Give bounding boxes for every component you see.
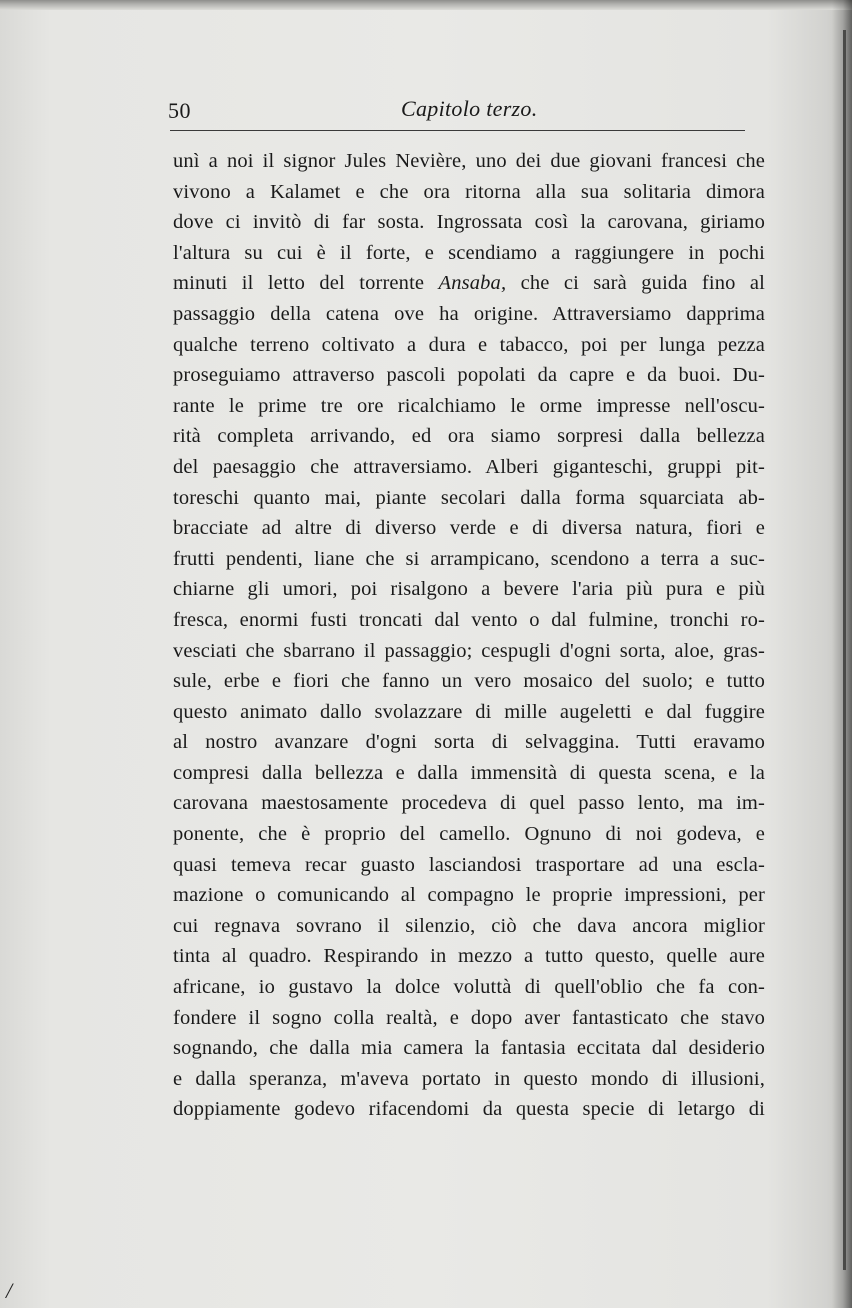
page-right-edge-shadow bbox=[832, 0, 852, 1308]
text-line: africane, io gustavo la dolce voluttà di quell'oblio che fa con- bbox=[173, 976, 765, 999]
italic-place-name: Ansaba, bbox=[438, 272, 507, 295]
text-line: mazione o comunicando al compagno le proprie impressioni, per bbox=[173, 884, 765, 907]
text-line bbox=[173, 268, 765, 299]
text-line: sognando, che dalla mia camera la fantasia eccitata dal desiderio bbox=[173, 1037, 765, 1060]
running-header bbox=[168, 96, 748, 130]
text-run: minuti il letto del torrente bbox=[173, 272, 439, 295]
page-top-edge bbox=[0, 0, 852, 10]
text-line: sule, erbe e fiori che fanno un vero mosaico del suolo; e tutto bbox=[173, 670, 765, 693]
page-number: 50 bbox=[168, 98, 191, 123]
running-title: Capitolo terzo. bbox=[401, 96, 538, 121]
text-line: bracciate ad altre di diverso verde e di diversa natura, fiori e bbox=[173, 517, 765, 540]
text-line: rità completa arrivando, ed ora siamo sorpresi dalla bellezza bbox=[173, 425, 765, 448]
text-line: chiarne gli umori, poi risalgono a bevere l'aria più pura e più bbox=[173, 578, 765, 601]
text-line: vivono a Kalamet e che ora ritorna alla sua solitaria dimora bbox=[173, 180, 765, 203]
header-rule bbox=[170, 130, 745, 131]
text-line: fondere il sogno colla realtà, e dopo aver fantasticato che stavo bbox=[173, 1006, 765, 1029]
text-line: toreschi quanto mai, piante secolari dalla forma squarciata ab- bbox=[173, 486, 765, 509]
text-line: frutti pendenti, liane che si arrampicano, scendono a terra a suc- bbox=[173, 547, 765, 570]
text-line: e dalla speranza, m'aveva portato in questo mondo di illusioni, bbox=[173, 1067, 765, 1090]
text-line: l'altura su cui è il forte, e scendiamo a raggiungere in pochi bbox=[173, 241, 765, 264]
text-line: unì a noi il signor Jules Nevière, uno dei due giovani francesi che bbox=[173, 150, 765, 172]
text-line: passaggio della catena ove ha origine. Attraversiamo dapprima bbox=[173, 302, 765, 325]
text-line: questo animato dallo svolazzare di mille augeletti e dal fuggire bbox=[173, 700, 765, 723]
text-line: tinta al quadro. Respirando in mezzo a tutto questo, quelle aure bbox=[173, 945, 765, 968]
text-run: che ci sarà guida fino al bbox=[506, 272, 765, 295]
text-line: fresca, enormi fusti troncati dal vento o dal fulmine, tronchi ro- bbox=[173, 608, 765, 631]
text-line: ponente, che è proprio del camello. Ognuno di noi godeva, e bbox=[173, 823, 765, 846]
text-line: qualche terreno coltivato a dura e tabacco, poi per lunga pezza bbox=[173, 333, 765, 356]
text-line: compresi dalla bellezza e dalla immensità di questa scena, e la bbox=[173, 761, 765, 784]
text-line: rante le prime tre ore ricalchiamo le orme impresse nell'oscu- bbox=[173, 394, 765, 417]
text-line: doppiamente godevo rifacendomi da questa specie di letargo di bbox=[173, 1098, 765, 1121]
text-line: al nostro avanzare d'ogni sorta di selvaggina. Tutti eravamo bbox=[173, 731, 765, 754]
margin-mark: / bbox=[6, 1278, 13, 1303]
page-binding-line bbox=[843, 30, 846, 1270]
text-line: vesciati che sbarrano il passaggio; cespugli d'ogni sorta, aloe, gras- bbox=[173, 639, 765, 662]
text-line: quasi temeva recar guasto lasciandosi trasportare ad una escla- bbox=[173, 853, 765, 876]
body-text bbox=[173, 146, 765, 1125]
text-line: del paesaggio che attraversiamo. Alberi giganteschi, gruppi pit- bbox=[173, 455, 765, 478]
text-line: cui regnava sovrano il silenzio, ciò che dava ancora miglior bbox=[173, 914, 765, 937]
text-line: carovana maestosamente procedeva di quel passo lento, ma im- bbox=[173, 792, 765, 815]
text-line: dove ci invitò di far sosta. Ingrossata così la carovana, giriamo bbox=[173, 211, 765, 234]
text-line: proseguiamo attraverso pascoli popolati da capre e da buoi. Du- bbox=[173, 364, 765, 387]
